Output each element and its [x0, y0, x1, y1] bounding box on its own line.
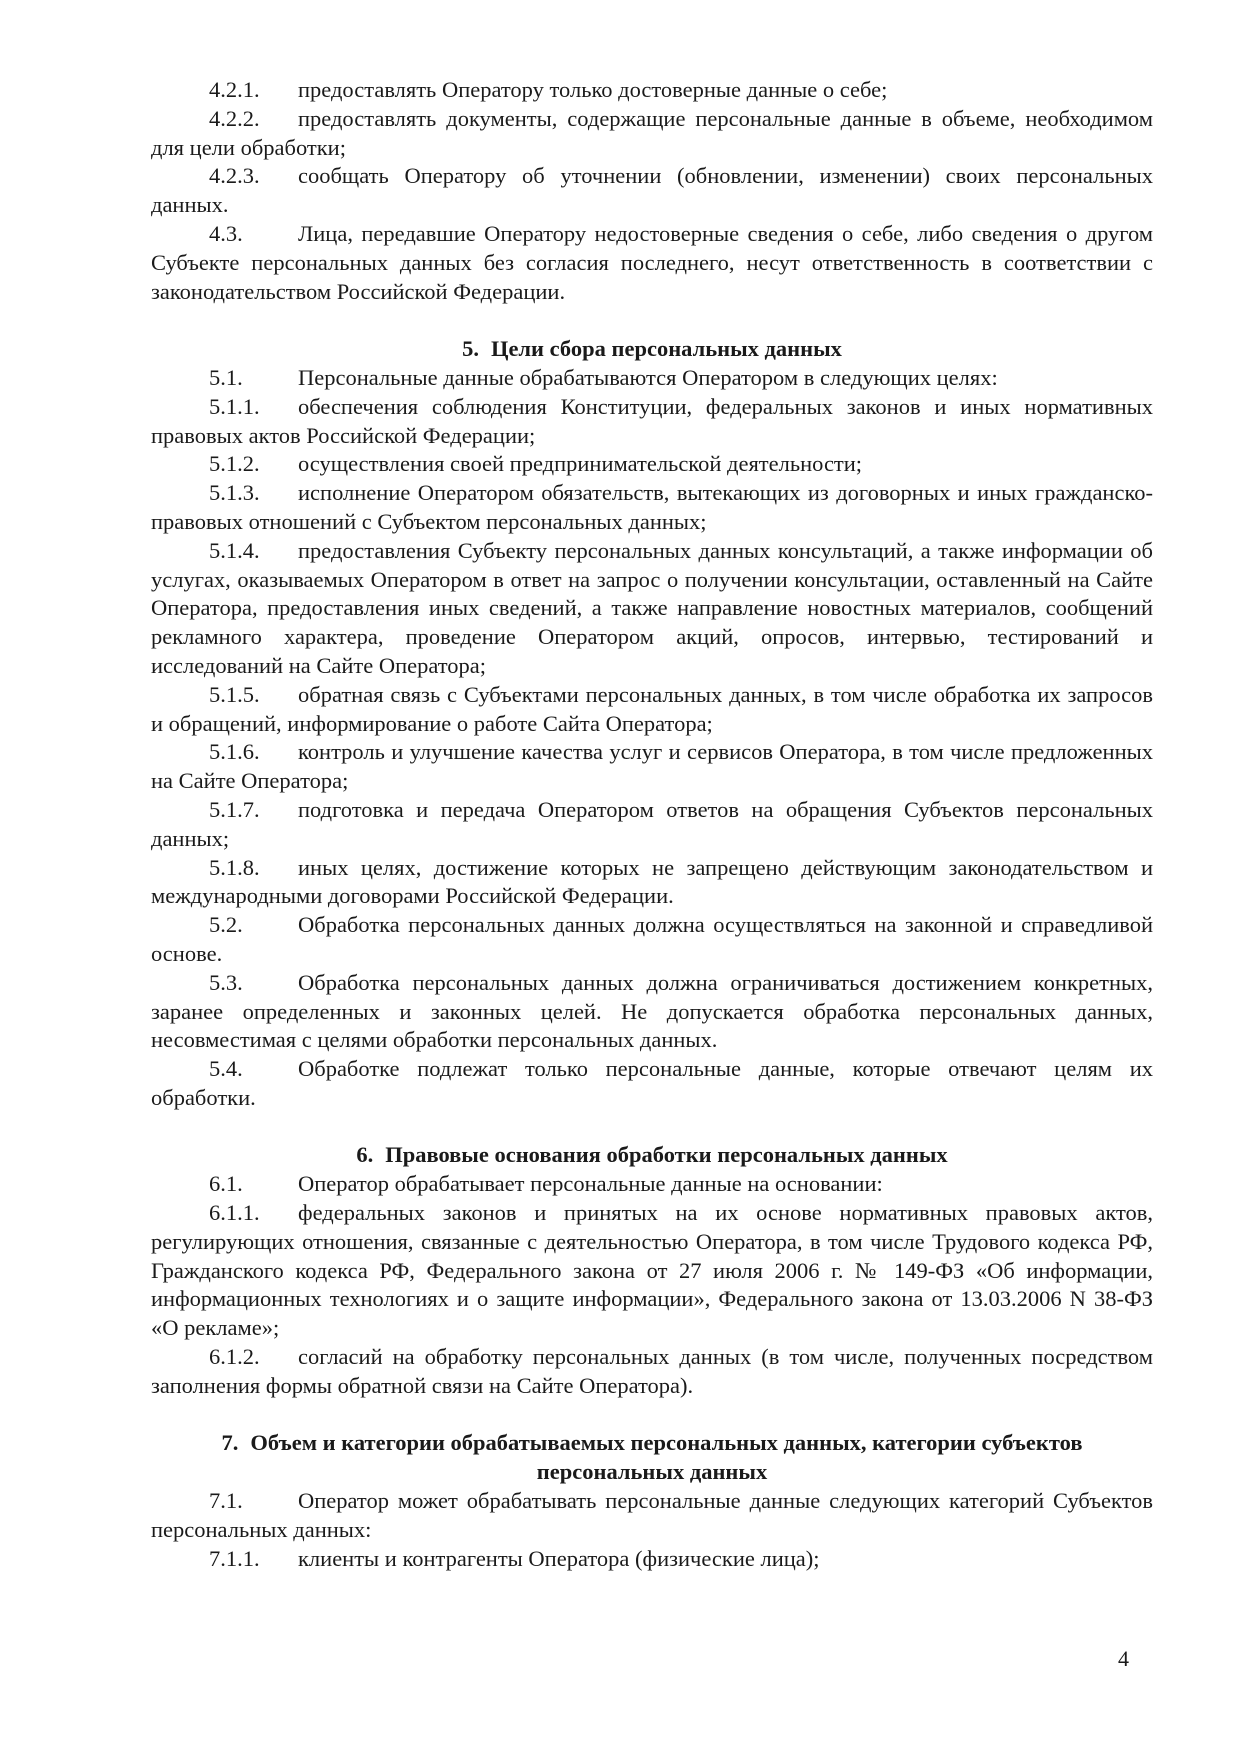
clause-paragraph — [151, 796, 1153, 854]
clause-text: Лица, передавшие Оператору недостоверные сведения о себе, либо сведения о другом Субъекте персональных данных без согласия последнего, несут ответственность в соответствии с законодательством Российской Федерации. — [151, 220, 1153, 304]
clause-paragraph — [151, 1487, 1153, 1545]
clause-text: исполнение Оператором обязательств, вытекающих из договорных и иных гражданско-правовых отношений с Субъектом персональных данных; — [151, 480, 1153, 534]
clause-text: обеспечения соблюдения Конституции, федеральных законов и иных нормативных правовых актов Российской Федерации; — [151, 393, 1153, 448]
section-spacer — [151, 306, 1153, 335]
clause-paragraph — [151, 1170, 1153, 1199]
clause-text: подготовка и передача Оператором ответов на обращения Субъектов персональных данных; — [151, 796, 1153, 851]
section-title: Цели сбора персональных данных — [490, 336, 842, 362]
clause-paragraph — [151, 854, 1153, 912]
clause-number: 5.1.4. — [209, 537, 260, 563]
clause-number: 5.1.8. — [209, 854, 260, 880]
clause-number: 7.1. — [209, 1488, 243, 1514]
clause-paragraph — [151, 450, 1153, 479]
clause-number: 5.1.6. — [209, 739, 260, 765]
clause-number: 5.1.5. — [209, 681, 260, 707]
clause-paragraph — [151, 479, 1153, 537]
clause-paragraph — [151, 537, 1153, 681]
clause-text: иных целях, достижение которых не запрещено действующим законодательством и международными договорами Российской Федерации. — [151, 854, 1153, 909]
clause-text: клиенты и контрагенты Оператора (физические лица); — [298, 1545, 820, 1571]
clause-text: Оператор обрабатывает персональные данные на основании: — [298, 1171, 883, 1197]
clause-paragraph — [151, 364, 1153, 393]
clause-number: 6.1.1. — [209, 1200, 260, 1226]
clause-text: Обработка персональных данных должна ограничиваться достижением конкретных, заранее определенных и законных целей. Не допускается обработка персональных данных, несовместимая с целями обработки персональных данных. — [151, 969, 1153, 1053]
clause-number: 5.2. — [209, 912, 243, 938]
clause-text: сообщать Оператору об уточнении (обновлении, изменении) своих персональных данных. — [151, 163, 1153, 218]
clause-text: предоставлять Оператору только достоверные данные о себе; — [298, 77, 888, 102]
section-spacer — [151, 1113, 1153, 1142]
section-number: 7. — [221, 1430, 239, 1456]
clause-number: 5.1.3. — [209, 480, 260, 506]
clause-text: предоставления Субъекту персональных данных консультаций, а также информации об услугах, оказываемых Оператором в ответ на запрос о получении консультации, оставленный на Сайте Оператора, предоставления иных сведений, а также направление новостных материалов, сообщений рекламного характера, проведение Оператором акций, опросов, интервью, тестирований и исследований на Сайте Оператора; — [151, 537, 1153, 678]
clause-paragraph — [151, 393, 1153, 451]
clause-number: 7.1.1. — [209, 1545, 260, 1571]
clause-number: 5.4. — [209, 1056, 243, 1082]
clause-number: 6.1.2. — [209, 1344, 260, 1370]
clause-text: обратная связь с Субъектами персональных данных, в том числе обработка их запросов и обращений, информирование о работе Сайта Оператора; — [151, 681, 1153, 736]
page-number: 4 — [1118, 1646, 1129, 1671]
clause-number: 5.1.2. — [209, 451, 260, 477]
clause-paragraph — [151, 1055, 1153, 1113]
clause-number: 5.3. — [209, 969, 243, 995]
clause-paragraph — [151, 738, 1153, 796]
clause-text: Обработке подлежат только персональные данные, которые отвечают целям их обработки. — [151, 1056, 1153, 1110]
clause-text: Обработка персональных данных должна осуществляться на законной и справедливой основе. — [151, 912, 1153, 966]
clause-number: 5.1.1. — [209, 393, 260, 419]
section-number: 6. — [356, 1142, 374, 1168]
section-heading — [151, 1429, 1153, 1487]
clause-paragraph — [151, 1545, 1153, 1574]
clause-number: 5.1.7. — [209, 796, 260, 822]
section-title: Объем и категории обрабатываемых персональных данных, категории субъектов персональных данных — [250, 1430, 1083, 1485]
clause-number: 4.3. — [209, 220, 243, 246]
clause-paragraph — [151, 911, 1153, 969]
clause-number: 4.2.3. — [209, 163, 260, 189]
clause-paragraph — [151, 162, 1153, 220]
clause-text: Персональные данные обрабатываются Оператором в следующих целях: — [298, 364, 998, 390]
clause-paragraph — [151, 681, 1153, 739]
document-page — [151, 76, 1153, 1573]
section-number: 5. — [462, 336, 479, 362]
clause-text: согласий на обработку персональных данных (в том числе, полученных посредством заполнения формы обратной связи на Сайте Оператора). — [151, 1344, 1153, 1398]
clause-number: 6.1. — [209, 1171, 243, 1197]
clause-paragraph — [151, 105, 1153, 163]
clause-text: Оператор может обрабатывать персональные данные следующих категорий Субъектов персональных данных: — [151, 1488, 1153, 1542]
section-heading — [151, 335, 1153, 364]
clause-number: 5.1. — [209, 364, 243, 390]
section-spacer — [151, 1401, 1153, 1430]
clause-text: осуществления своей предпринимательской деятельности; — [298, 451, 863, 477]
clause-number: 4.2.1. — [209, 77, 260, 102]
clause-text: предоставлять документы, содержащие персональные данные в объеме, необходимом для цели обработки; — [151, 105, 1153, 160]
clause-number: 4.2.2. — [209, 105, 260, 131]
clause-paragraph — [151, 1343, 1153, 1401]
clause-paragraph — [151, 76, 1153, 105]
section-heading — [151, 1141, 1153, 1170]
clause-paragraph — [151, 969, 1153, 1055]
section-title: Правовые основания обработки персональных данных — [385, 1142, 948, 1168]
clause-paragraph — [151, 220, 1153, 306]
clause-paragraph — [151, 1199, 1153, 1343]
clause-text: федеральных законов и принятых на их основе нормативных правовых актов, регулирующих отношения, связанные с деятельностью Оператора, в том числе Трудового кодекса РФ, Гражданского кодекса РФ, Федерального закона от 27 июля 2006 г. № 149-ФЗ «Об информации, информационных технологиях и о защите информации», Федерального закона от 13.03.2006 N 38-ФЗ «О рекламе»; — [151, 1200, 1153, 1341]
clause-text: контроль и улучшение качества услуг и сервисов Оператора, в том числе предложенных на Сайте Оператора; — [151, 739, 1153, 794]
